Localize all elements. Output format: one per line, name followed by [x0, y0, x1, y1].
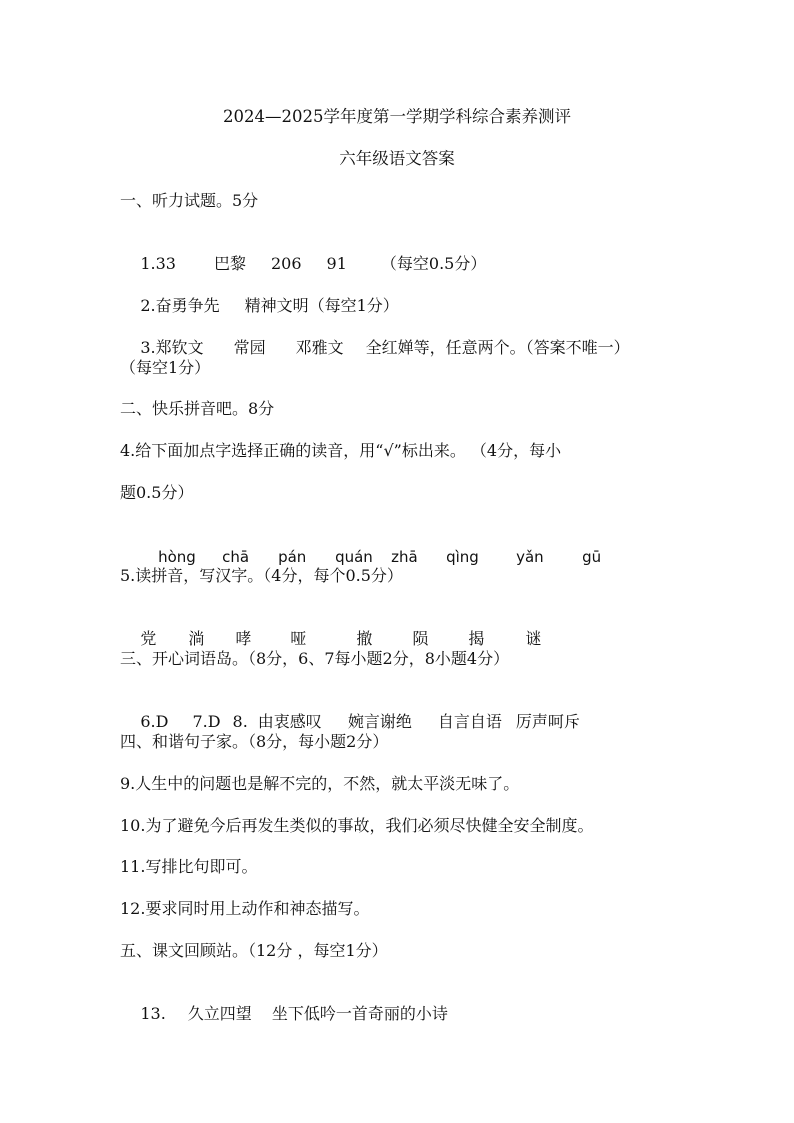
answer-q13 — [120, 981, 448, 1047]
answer-q10: 10.为了避免今后再发生类似的事故，我们必须尽快健全安全制度。 — [120, 816, 594, 835]
page-title: 2024—2025学年度第一学期学科综合素养测评 — [223, 107, 571, 126]
char-answer: 谜 — [525, 629, 542, 648]
char-answer: 哑 — [290, 629, 307, 648]
char-answer: 陨 — [412, 629, 429, 648]
pinyin-answer: yǎn — [516, 548, 544, 566]
pinyin-answer: hòng — [158, 548, 196, 566]
pinyin-answer: chā — [222, 548, 250, 566]
char-answer: 党 — [140, 629, 157, 648]
q1-label: 1.33 — [140, 254, 176, 273]
pinyin-answer: gū — [582, 548, 602, 566]
answer-q11: 11.写排比句即可。 — [120, 857, 258, 876]
section-4-heading: 四、和谐句子家。（8分，每小题2分） — [120, 732, 389, 751]
q13-answer-b: 坐下低吟一首奇丽的小诗 — [271, 1004, 448, 1023]
q3-answer-b: 邓雅文 — [295, 338, 344, 357]
q2-answer-a: 精神文明（每空1分） — [244, 296, 399, 315]
section-5-heading: 五、课文回顾站。（12分 ，每空1分） — [120, 941, 388, 960]
q2-label: 2.奋勇争先 — [140, 296, 220, 315]
char-answer: 淌 — [188, 629, 205, 648]
q3-answer-a: 常园 — [233, 338, 266, 357]
q5-text: 5.读拼音，写汉字。（4分，每个0.5分） — [120, 566, 403, 585]
pinyin-answer: zhā — [391, 548, 418, 566]
q7-answer: 7.D — [192, 712, 221, 731]
section-1-heading: 一、听力试题。5分 — [120, 191, 259, 210]
q8-answer-c: 自言自语 — [437, 712, 502, 731]
q6-answer: 6.D — [140, 712, 169, 731]
q1-answer-c: 91 — [326, 254, 347, 273]
q8-answer-b: 婉言谢绝 — [347, 712, 412, 731]
q4-text: 4.给下面加点字选择正确的读音，用“√”标出来。 （4分，每小 — [120, 441, 562, 460]
section-3-heading: 三、开心词语岛。（8分，6、7每小题2分，8小题4分） — [120, 649, 510, 668]
q4-text-continued: 题0.5分） — [120, 483, 194, 502]
char-answer: 哮 — [235, 629, 252, 648]
char-answer: 撤 — [356, 629, 373, 648]
q3-answer-c: 全红婵等，任意两个。（答案不唯一） — [365, 338, 630, 357]
char-answer: 揭 — [468, 629, 485, 648]
q1-answer-b: 206 — [270, 254, 302, 273]
page-subtitle: 六年级语文答案 — [339, 149, 455, 168]
q3-note: （每空1分） — [120, 358, 211, 377]
q13-label: 13. — [140, 1004, 166, 1023]
answer-q12: 12.要求同时用上动作和神态描写。 — [120, 899, 370, 918]
pinyin-answer: pán — [278, 548, 307, 566]
q1-note: （每空0.5分） — [380, 254, 487, 273]
q1-answer-a: 巴黎 — [213, 254, 246, 273]
answer-q9: 9.人生中的问题也是解不完的，不然，就太平淡无味了。 — [120, 774, 520, 793]
pinyin-answer: quán — [335, 548, 373, 566]
q8-answer-d: 厉声呵斥 — [515, 712, 580, 731]
q8-answer-a: 由衷感叹 — [257, 712, 322, 731]
q13-answer-a: 久立四望 — [187, 1004, 252, 1023]
section-2-heading: 二、快乐拼音吧。8分 — [120, 399, 275, 418]
pinyin-answer: qìng — [446, 548, 479, 566]
q3-label: 3.郑钦文 — [140, 338, 204, 357]
q8-label: 8. — [232, 712, 248, 731]
